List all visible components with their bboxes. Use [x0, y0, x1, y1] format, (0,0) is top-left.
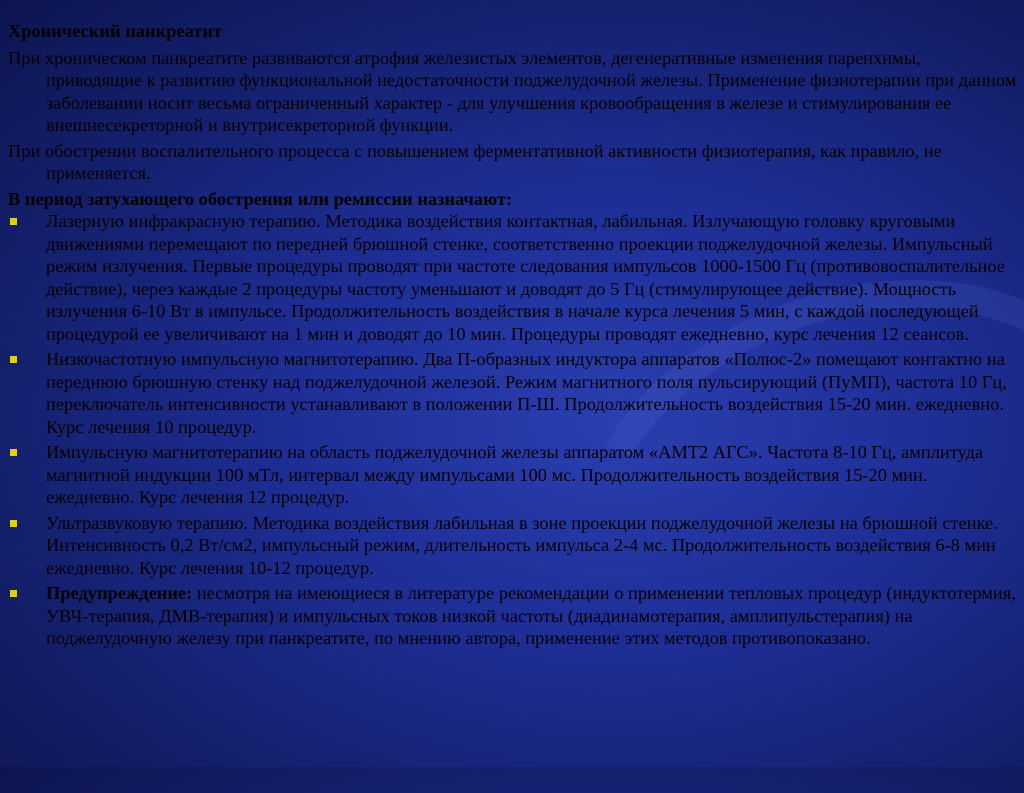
list-item-warning [8, 582, 1020, 650]
list-item-text: Импульсную магнитотерапию на область поджелудочной железы аппаратом «АМТ2 АГС». Частота 8-10 Гц, амплитуда магнитной индукции 100 мТл, интервал между импульсами 100 мс. Продолжительность воздействия 15-20 мин. ежедневно. Курс лечения 12 процедур. [46, 442, 984, 507]
list-item-text: Лазерную инфракрасную терапию. Методика воздействия контактная, лабильная. Излучающую головку круговыми движениями перемещают по передней брюшной стенке, соответственно проекции поджелудочной железы. Импульсный режим излучения. Первые процедуры проводят при частоте следования импульсов 1000-1500 Гц (противовоспалительное действие), через каждые 2 процедуры частоту уменьшают и доводят до 5 Гц (стимулирующее действие). Мощность излучения 6-10 Вт в импульсе. Продолжительность воздействия в начале курса лечения 5 мин, с каждой последующей процедурой ее увеличивают на 1 мин и доводят до 10 мин. Процедуры проводят ежедневно, курс лечения 12 сеансов. [46, 211, 1005, 344]
bullet-icon [10, 356, 17, 363]
list-item-pulse-magnetotherapy [8, 441, 1020, 509]
subheading: В период затухающего обострения или ремиссии назначают: [8, 188, 513, 209]
slide-title: Хронический панкреатит [8, 21, 222, 41]
list-item-laser [8, 210, 1020, 345]
list-item-text: Низкочастотную импульсную магнитотерапию. Два П-образных индуктора аппаратов «Полюс-2» помещают контактно на переднюю брюшную стенку над поджелудочной железой. Режим магнитного поля пульсирующий (ПуМП), частота 10 Гц, переключатель интенсивности устанавливают в положении П-Ш. Продолжительность воздействия 15-20 мин. ежедневно. Курс лечения 10 процедур. [46, 349, 1007, 437]
paragraph-exacerbation: При обострении воспалительного процесса с повышением ферментативной активности физиотерапия, как правило, не применяется. [8, 140, 942, 183]
paragraph-intro: При хроническом панкреатите развиваются атрофия железистых элементов, дегенеративные изменения паренхимы, приводящие к развитию функциональной недостаточности поджелудочной железы. Применение физиотерапии при данном заболевании носит весьма ограниченный характер - для улучшения кровообращения в железе и стимулирования ее внешнесекреторной и внутрисекреторной функции. [8, 47, 1017, 135]
slide-content [8, 20, 1020, 653]
list-item-magnetotherapy [8, 348, 1020, 438]
warning-label: Предупреждение: [46, 583, 193, 603]
bullet-icon [10, 449, 17, 456]
bullet-icon [10, 218, 17, 225]
list-item-text: Ультразвуковую терапию. Методика воздействия лабильная в зоне проекции поджелудочной железы на брюшной стенке. Интенсивность 0,2 Вт/см2, импульсный режим, длительность импульса 2-4 мс. Продолжительность воздействия 6-8 мин ежедневно. Курс лечения 10-12 процедур. [46, 512, 998, 578]
list-item-ultrasound [8, 512, 1020, 580]
bullet-icon [10, 520, 17, 527]
warning-text: несмотря на имеющиеся в литературе рекомендации о применении тепловых процедур (индуктотермия, УВЧ-терапия, ДМВ-терапия) и импульсных токов низкой частоты (диадинамотерапия, амплипульстерапия) на поджелудочную железу при панкреатите, по мнению автора, применение этих методов противопоказано. [46, 583, 1016, 648]
bullet-icon [10, 590, 17, 597]
